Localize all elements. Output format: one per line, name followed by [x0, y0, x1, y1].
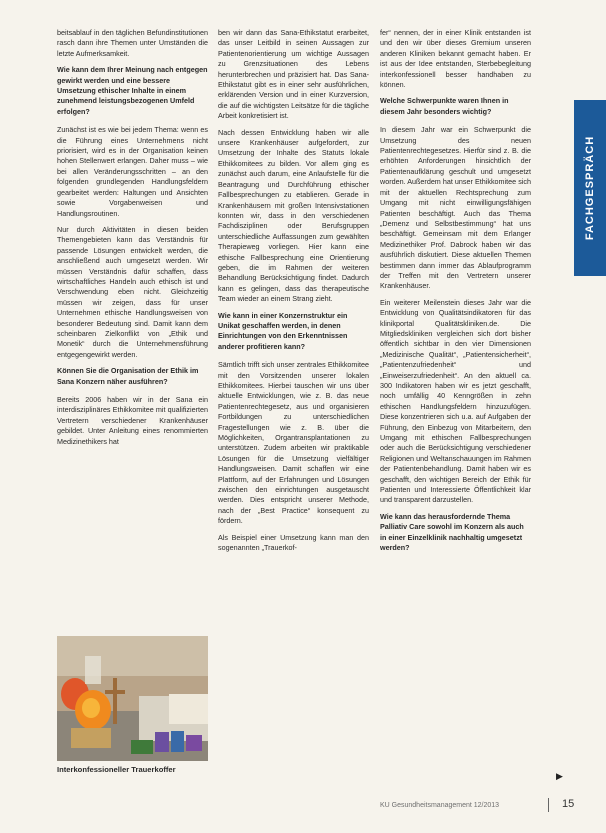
page-footer [380, 798, 580, 814]
text-column-2 [218, 28, 369, 778]
continue-arrow-icon: ▶ [556, 771, 563, 781]
interview-question: Wie kann in einer Konzernstruktur ein Unikat geschaffen werden, in denen Einrichtungen von den Erkenntnissen anderer profitieren kann? [218, 310, 348, 351]
paragraph: Als Beispiel einer Umsetzung kann man den sogenannten „Trauerkof- [218, 532, 369, 553]
photo-caption: Interkonfessioneller Trauerkoffer [57, 765, 176, 774]
paragraph: Zunächst ist es wie bei jedem Thema: wenn es die Führung eines Unternehmens nicht priorisiert, wird es in der Organisation keinen hohen Stellenwert erlangen. Daher muss – wie bei allen Veränderungsschritten – an den folgenden grundlegenden Handlungsfeldern gearbeitet werden: Haltungen und Ansichten sowie Vorgabenweisen und Handlungsroutinen. [57, 125, 208, 218]
interview-question: Welche Schwerpunkte waren Ihnen in diesem Jahr besonders wichtig? [380, 96, 509, 116]
paragraph: Nur durch Aktivitäten in diesen beiden Themengebieten kann das Verständnis für passende Lösungen entwickelt werden, die anschließend auch umgesetzt werden. Wir müssen Verständnis dafür schaffen, dass wirtschaftliches Handeln auch ethisch ist und Verschwendung eben nicht. Gleichzeitig müssen wir zeigen, dass für unser Unternehmen ethische Handlungsweisen von besonderer Bedeutung sind. Damit kann dem scheinbaren Zielkonflikt von „Ethik und Monetik“ durch die Unternehmensführung entgegengewirkt werden. [57, 224, 208, 359]
paragraph: Sämtlich trifft sich unser zentrales Ethikkomitee mit den Vorsitzenden unserer lokalen Ethikkomitees. Hierbei tauschen wir uns über aktuelle Entwicklungen, wie z. B. das neue Patientenrechtegesetz, aus und organisieren Fortbildungen zu unterschiedlichen Fragestellungen wie z. B. über die Möglichkeiten, Organtransplantationen zu unterstützen. Zudem arbeiten wir praktikable Lösungen für die Umsetzung vielfältiger Handlungsweisen. Damit schaffen wir eine Plattform, auf der Erfahrungen und Lösungen zwischen den einrichtungen ausgetauscht werden. Dies entspricht unserer Methode, nach der „Best Practice“ konsequent zu fördern. [218, 360, 369, 526]
text-column-3 [380, 28, 531, 778]
paragraph: Nach dessen Entwicklung haben wir alle unsere Krankenhäuser aufgefordert, zur Umsetzung der Inhalte des Statuts lokale Ethikkomitees zu bilden. Vor allem ging es zunächst auch darum, eine Anlaufstelle für die Beantragung und Durchführung ethischer Fallbesprechungen zu etablieren. Gerade in Krankenhäusern mit großen Intensivstationen konnten wir, dass in den verschiedenen Fachdisziplinen oder Berufsgruppen unterschiedliche Auffassungen zum gewählten Therapieweg vorliegen. Hier kann eine ethische Fallbesprechung eine Orientierung geben, die im Rahmen der weiteren Behandlung Berücksichtigung findet. Dadurch kann es gelingen, dass das therapeutische Team wieder an einem Strang zieht. [218, 127, 369, 304]
interview-question: Wie kann dem Ihrer Meinung nach entgegen gewirkt werden und eine bessere Umsetzung ethischer Inhalte in einem zunehmend leistungsbezogenen Umfeld erfolgen? [57, 65, 208, 116]
paragraph: Ein weiterer Meilenstein dieses Jahr war die Entwicklung von Qualitätsindikatoren für das klinikportal Qualitätskliniken.de. Die Mitgliedskliniken vergleichen sich dort bisher öffentlich sichtbar in den vier Dimensionen „Medizinische Qualität“, „Patientensicherheit“, „Patientenzufriedenheit“ und „Einweiserzufriedenheit“. An den aktuell ca. 300 Indikatoren haben wir es jetzt geschafft, noch umfällig 40 Kenngrößen in zehn ethischen Handlungsfeldern hinzuzufügen. Diese konzentrieren sich u.a. auf Aufgaben der Führung, den Einbezug von Mitarbeitern, den Umgang mit ethischen Fallbesprechungen oder auch die Berücksichtigung verschiedener Religionen und Weltanschauungen im Rahmen der Patientenbehandlung. Damit haben wir es geschafft, den wichtigen Bereich der Ethik für Patienten und Interessierte Öffentlichkeit klar und transparent darzustellen. [380, 297, 531, 505]
paragraph: beitsablauf in den täglichen Befundinstitutionen rasch dann ihre Themen unter Umständen die letzte Aufmerksamkeit. [57, 28, 208, 58]
paragraph: fer“ nennen, der in einer Klinik entstanden ist und den wir über dieses Gremium unseren anderen Kliniken bekannt gemacht haben. Er ist aus der Idee entstanden, Sterbebegleitung interkonfessionell besser handhaben zu können. [380, 28, 531, 90]
section-tab [574, 100, 606, 276]
interview-question: Können Sie die Organisation der Ethik im Sana Konzern näher ausführen? [57, 366, 199, 386]
paragraph: ben wir dann das Sana-Ethikstatut erarbeitet, das unser Leitbild in seinen Aussagen zur Patientenorientierung um wichtige Aussagen zu Grenzsituationen des Lebens herunterbrechen und präzisiert hat. Das Sana-Ethikstatut gibt es in einer sehr ausführlichen, erklärenden Version und in einer Kurzversion, die auf die wichtigsten Leitsätze für die tägliche Arbeit konkretisiert ist. [218, 28, 369, 121]
paragraph: In diesem Jahr war ein Schwerpunkt die Umsetzung des neuen Patientenrechtegesetzes. Hierfür sind z. B. die erhöhten Anforderungen hinsichtlich der Patientenaufklärung geschult und umgesetzt worden. Außerdem hat unser Ethikkomitee sich mit der aktuellen Rechtsprechung zum Umgang mit nicht einwilligungsfähigen Patienten beschäftigt. Auch das Thema „Demenz und Selbstbestimmung“ hat uns beschäftigt. Gemeinsam mit dem Erlanger Medizinethiker Prof. Dabrock haben wir das ausführlich diskutiert. Diese aktuellen Themen bestimmen dann immer das Ablaufprogramm der Treffen mit den Vertretern unserer Krankenhäuser. [380, 125, 531, 291]
trauerkoffer-photo [57, 636, 208, 761]
photo-illustration [57, 636, 208, 761]
paragraph: Bereits 2006 haben wir in der Sana ein interdisziplinäres Ethikkomitee mit qualifizierten Vertretern verschiedener Krankenhäuser gebildet. Unter Anleitung eines renommierten Medizinethikers hat [57, 395, 208, 446]
page-number: 15 [562, 798, 575, 810]
publication-name: KU Gesundheitsmanagement 12/2013 [380, 802, 500, 809]
section-tab-label: FACHGESPRÄCH [584, 135, 596, 241]
footer-divider [548, 798, 549, 812]
interview-question: Wie kann das herausfordernde Thema Palliativ Care sowohl im Konzern als auch in einer Einzelklinik nachhaltig umgesetzt werden? [380, 511, 524, 553]
